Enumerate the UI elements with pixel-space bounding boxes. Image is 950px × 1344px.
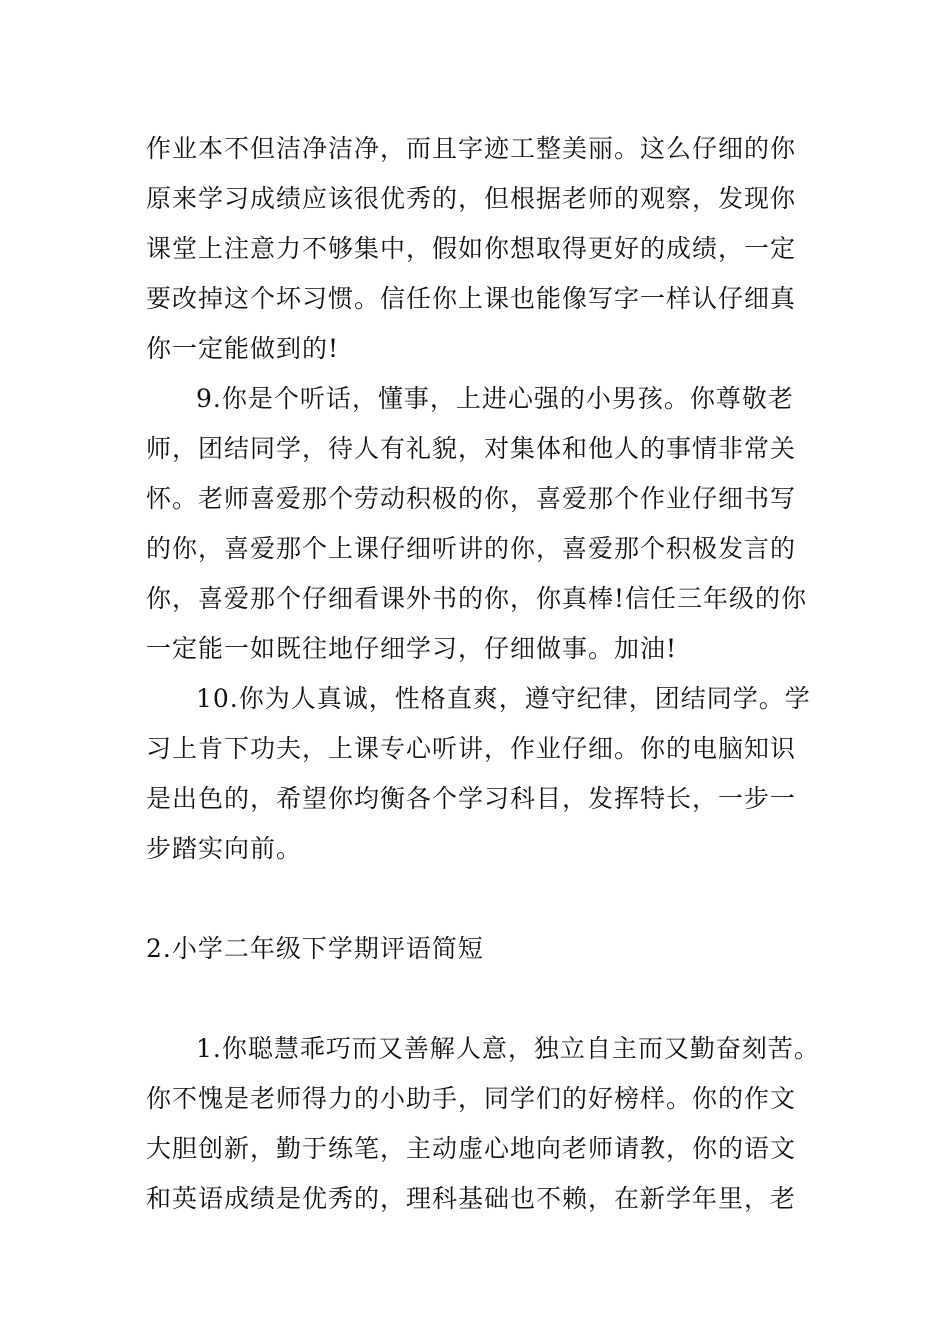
comment-9-line-5: 你，喜爱那个仔细看课外书的你，你真棒!信任三年级的你	[146, 584, 808, 613]
comment-9-line-3: 怀。老师喜爱那个劳动积极的你，喜爱那个作业仔细书写	[146, 484, 797, 513]
comment-1-line-2: 你不愧是老师得力的小助手，同学们的好榜样。你的作文	[146, 1084, 797, 1113]
text-line-4: 要改掉这个坏习惯。信任你上课也能像写字一样认仔细真	[146, 284, 797, 313]
comment-9-line-1: 9.你是个听话，懂事，上进心强的小男孩。你尊敬老	[196, 384, 794, 413]
comment-10-line-4: 步踏实向前。	[146, 834, 303, 863]
text-line-1: 作业本不但洁净洁净，而且字迹工整美丽。这么仔细的你	[146, 134, 797, 163]
section-heading: 2.小学二年级下学期评语简短	[146, 934, 484, 963]
comment-1-line-3: 大胆创新，勤于练笔，主动虚心地向老师请教，你的语文	[146, 1134, 797, 1163]
comment-1-line-4: 和英语成绩是优秀的，理科基础也不赖，在新学年里，老	[146, 1184, 797, 1213]
text-line-5: 你一定能做到的!	[146, 334, 340, 363]
text-line-3: 课堂上注意力不够集中，假如你想取得更好的成绩，一定	[146, 234, 797, 263]
comment-9-line-2: 师，团结同学，待人有礼貌，对集体和他人的事情非常关	[146, 434, 797, 463]
text-line-2: 原来学习成绩应该很优秀的，但根据老师的观察，发现你	[146, 184, 797, 213]
comment-10-line-2: 习上肯下功夫，上课专心听讲，作业仔细。你的电脑知识	[146, 734, 797, 763]
comment-9-line-4: 的你，喜爱那个上课仔细听讲的你，喜爱那个积极发言的	[146, 534, 797, 563]
comment-9-line-6: 一定能一如既往地仔细学习，仔细做事。加油!	[146, 634, 678, 663]
comment-10-line-1: 10.你为人真诚，性格直爽，遵守纪律，团结同学。学	[196, 684, 811, 713]
comment-10-line-3: 是出色的，希望你均衡各个学习科目，发挥特长，一步一	[146, 784, 797, 813]
comment-1-line-1: 1.你聪慧乖巧而又善解人意，独立自主而又勤奋刻苦。	[196, 1034, 820, 1063]
